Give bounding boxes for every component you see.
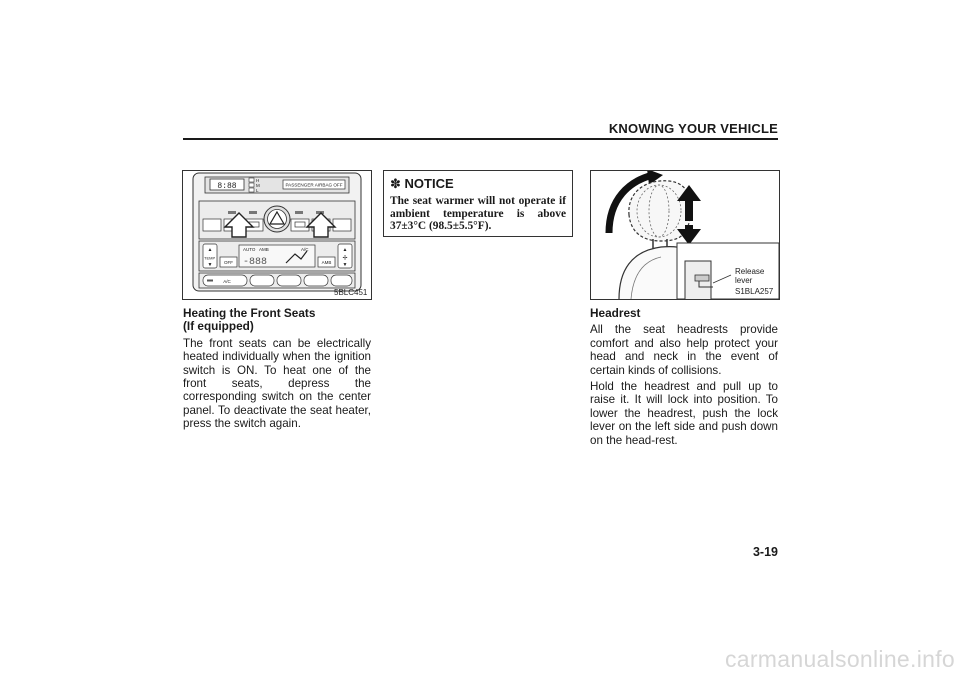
- auto-label: AUTO: [243, 247, 256, 252]
- page-number: 3-19: [752, 545, 778, 559]
- svg-text:▲: ▲: [207, 247, 213, 253]
- seat-heating-heading-line2: (If equipped): [183, 319, 254, 334]
- notice-title-text: NOTICE: [404, 176, 454, 191]
- notice-box: [383, 170, 573, 237]
- headrest-figure-code: S1BLA257: [735, 287, 774, 296]
- svg-text:▲: ▲: [342, 247, 348, 253]
- svg-text:✢: ✢: [342, 255, 348, 262]
- headrest-section: [590, 307, 778, 450]
- indicator-l: L: [256, 188, 259, 193]
- lcd-digits: -888: [243, 257, 268, 268]
- amb-button-label: AMB: [321, 260, 332, 265]
- clock-display: 8:88: [217, 182, 237, 191]
- release-lever-label-line1: Release: [735, 267, 765, 276]
- airbag-off-label: PASSENGER AIRBAG OFF: [285, 182, 343, 188]
- seat-heating-section: [183, 307, 371, 434]
- notice-title: [390, 176, 566, 192]
- svg-text:▼: ▼: [207, 262, 213, 268]
- climate-figure-code: 5BLC451: [334, 288, 368, 297]
- headrest-heading: Headrest: [590, 306, 641, 320]
- indicator-m: M: [256, 183, 260, 188]
- notice-body: The seat warmer will not operate if ambient temperature is above 37±3°C (98.5±5.5°F).: [390, 195, 566, 233]
- release-lever-label: [735, 267, 764, 285]
- seat-heating-heading-line1: Heating the Front Seats: [183, 306, 316, 320]
- amb-label: AMB: [259, 247, 269, 252]
- notice-icon: ✽: [390, 176, 401, 191]
- headrest-para-1: All the seat headrests provide comfort and also help protect your head and neck in the event of certain kinds of collisions.: [590, 323, 778, 377]
- climate-panel-figure: [182, 170, 372, 300]
- headrest-para-2: Hold the headrest and pull up to raise it. It will lock into position. To lower the headrest, push the lock lever on the left side and push down on the head-rest.: [590, 380, 778, 447]
- headrest-figure: [590, 170, 780, 300]
- climate-panel-illustration: [183, 171, 371, 299]
- ac-button-label: A/C: [223, 279, 231, 284]
- release-lever-label-line2: lever: [735, 276, 753, 285]
- svg-text:▼: ▼: [342, 262, 348, 268]
- seat-heating-body: The front seats can be electrically heated individually when the ignition switch is ON. To heat one of the front seats, depress the corresponding switch on the center panel. To deactivate the seat heater, press the switch again.: [183, 336, 371, 431]
- indicator-h: H: [256, 178, 260, 183]
- temp-label: TEMP: [204, 255, 216, 261]
- off-label: OFF: [224, 260, 233, 265]
- seat-heating-heading: [183, 307, 371, 334]
- ac-label: A/C: [301, 247, 309, 252]
- watermark: carmanualsonline.info: [724, 646, 955, 672]
- header-rule: [183, 138, 778, 140]
- section-title: KNOWING YOUR VEHICLE: [608, 121, 778, 136]
